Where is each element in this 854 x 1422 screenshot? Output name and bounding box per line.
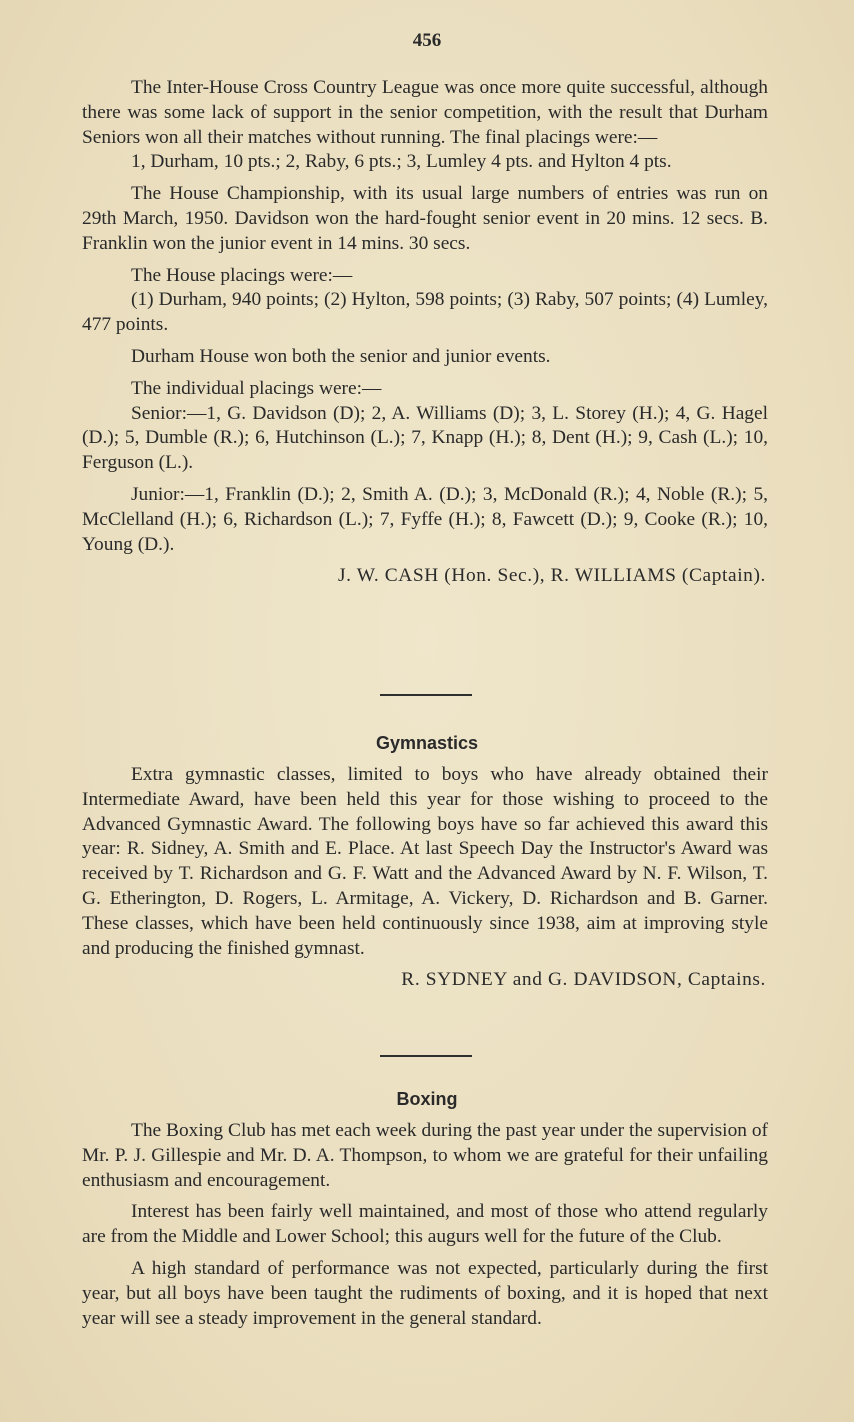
page-number: 456: [412, 30, 442, 51]
gymnastics-heading: Gymnastics: [375, 733, 479, 753]
individual-placings-intro: The individual placings were:—: [131, 377, 382, 399]
gymnastics-paragraph: Extra gymnastic classes, limited to boys who have already obtained their Intermediate Award, have been held this year for those wishing to proceed to the Advanced Gymnastic Award. The following boys have so far achieved this award this year: R. Sidney, A. Smith and E. Place. At last Speech Day the Instructor's Award was received by T. Richardson and G. F. Watt and the Advanced Award by N. F. Wilson, T. G. Etherington, D. Rogers, L. Armitage, A. Vickery, D. Richardson and B. Garner. These classes, which have been held continuously since 1938, aim at improving style and producing the finished gymnast.: [82, 764, 768, 959]
cross-country-paragraph: The Inter-House Cross Country League was once more quite successful, although there was some lack of support in the senior competition, with the result that Durham Seniors won all their matches without running. The final placings were:—: [82, 77, 768, 148]
section-divider: [380, 694, 472, 696]
boxing-paragraph: Interest has been fairly well maintained, and most of those who attend regularly are from the Middle and Lower School; this augurs well for the future of the Club.: [82, 1201, 768, 1248]
durham-result: Durham House won both the senior and junior events.: [131, 345, 551, 367]
junior-placings: Junior:—1, Franklin (D.); 2, Smith A. (D.); 3, McDonald (R.); 4, Noble (R.); 5, McClelland (H.); 6, Richardson (L.); 7, Fyffe (H.); 8, Fawcett (D.); 9, Cooke (R.); 10, Young (D.).: [82, 483, 768, 555]
cross-country-league-results: 1, Durham, 10 pts.; 2, Raby, 6 pts.; 3, Lumley 4 pts. and Hylton 4 pts.: [131, 151, 672, 173]
house-placings-intro: The House placings were:—: [131, 264, 353, 286]
boxing-section: [82, 1119, 768, 1331]
boxing-heading: Boxing: [396, 1089, 458, 1109]
senior-placings: Senior:—1, G. Davidson (D); 2, A. Williams (D); 3, L. Storey (H.); 4, G. Hagel (D.); 5, Dumble (R.); 6, Hutchinson (L.); 7, Knapp (H.); 8, Dent (H.); 9, Cash (L.); 10, Ferguson (L.).: [82, 402, 768, 474]
gymnastics-section: [82, 763, 768, 993]
house-championship-paragraph: The House Championship, with its usual large numbers of entries was run on 29th March, 1950. Davidson won the hard-fought senior event in 20 mins. 12 secs. B. Franklin won the junior event in 14 mins. 30 secs.: [82, 183, 768, 254]
boxing-paragraph: The Boxing Club has met each week during the past year under the supervision of Mr. P. J. Gillespie and Mr. D. A. Thompson, to whom we are grateful for their unfailing enthusiasm and encouragement.: [82, 1120, 768, 1191]
house-placings: (1) Durham, 940 points; (2) Hylton, 598 points; (3) Raby, 507 points; (4) Lumley, 477 points.: [82, 289, 768, 336]
gymnastics-signature: R. SYDNEY and G. DAVIDSON, Captains.: [401, 969, 766, 991]
cross-country-section: [82, 76, 768, 589]
boxing-paragraph: A high standard of performance was not expected, particularly during the first year, but all boys have been taught the rudiments of boxing, and it is hoped that next year will see a steady improvement in the general standard.: [82, 1257, 768, 1329]
cross-country-signature: J. W. CASH (Hon. Sec.), R. WILLIAMS (Captain).: [338, 565, 766, 587]
section-divider: [380, 1055, 472, 1057]
